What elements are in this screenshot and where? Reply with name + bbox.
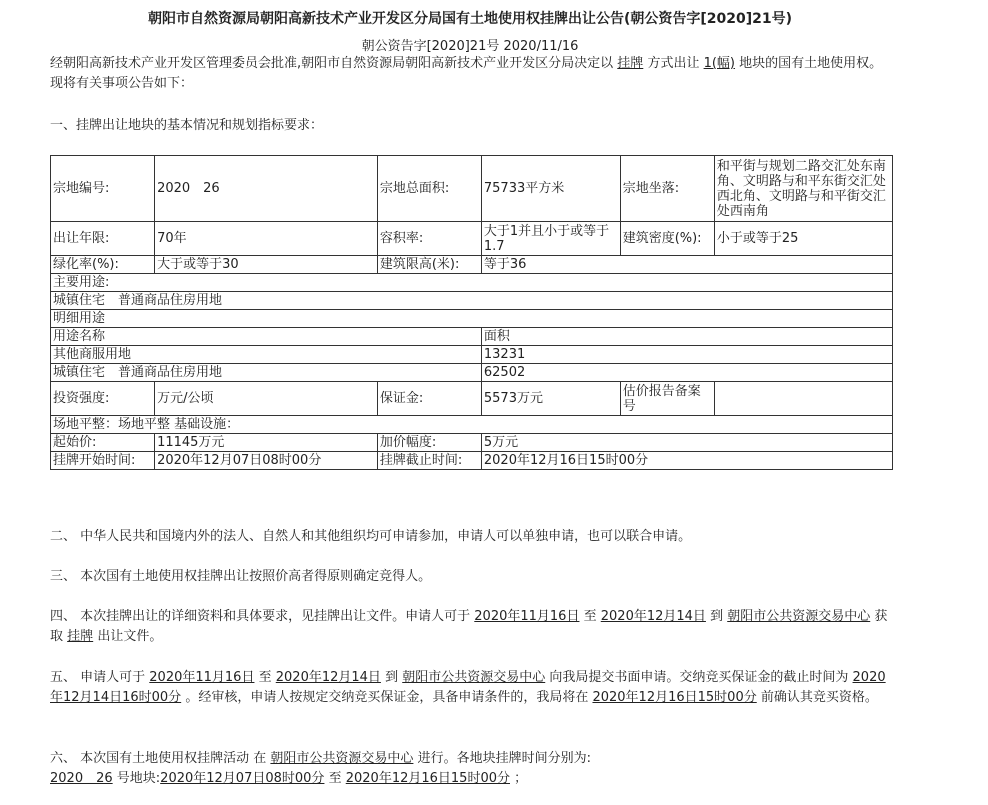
table-row (51, 434, 893, 452)
section-6 (50, 749, 890, 789)
table-row (51, 382, 893, 416)
value-term: 70年 (155, 222, 378, 256)
site-leveling: 场地平整：场地平整 基础设施： (51, 416, 893, 434)
table-row (51, 346, 893, 364)
table-row (51, 256, 893, 274)
header-use-name: 用途名称 (51, 328, 482, 346)
section-6-text: 进行。各地块挂牌时间分别为: (417, 751, 591, 766)
section-3: 三、 本次国有土地使用权挂牌出让按照价高者得原则确定竞得人。 (50, 569, 432, 584)
label-increment: 加价幅度: (377, 434, 481, 452)
intro-text-1: 经朝阳高新技术产业开发区管理委员会批准,朝阳市自然资源局朝阳高新技术产业开发区分局决定以 (50, 56, 614, 71)
label-building-density: 建筑密度(%): (620, 222, 714, 256)
table-row (51, 274, 893, 292)
section-6-text: 号地块: (116, 771, 161, 786)
value-listing-start: 2020年12月07日08时00分 (155, 452, 378, 470)
value-plot-ratio: 大于1并且小于或等于1.7 (481, 222, 620, 256)
section-5-confirm-time[interactable]: 2020年12月16日15时00分 (592, 690, 757, 705)
section-4-start-date[interactable]: 2020年11月16日 (474, 609, 580, 624)
label-detail-use: 明细用途 (51, 310, 893, 328)
table-row (51, 452, 893, 470)
label-main-use: 主要用途: (51, 274, 893, 292)
table-row (51, 416, 893, 434)
section-4 (50, 607, 890, 647)
use-area: 13231 (481, 346, 892, 364)
intro-paragraph (50, 54, 890, 94)
section-5-place-link[interactable]: 朝阳市公共资源交易中心 (402, 670, 546, 685)
transfer-method-link[interactable]: 挂牌 (617, 56, 644, 71)
value-parcel-no: 2020 26 (155, 156, 378, 222)
section-4-method-link[interactable]: 挂牌 (67, 629, 94, 644)
section-5-deposit-deadline[interactable]: 2020年12月14日16时00分 (50, 670, 886, 705)
table-row (51, 292, 893, 310)
parcel-count-link[interactable]: 1(幅) (703, 56, 736, 71)
label-parcel-no: 宗地编号: (51, 156, 155, 222)
table-row (51, 364, 893, 382)
page-title: 朝阳市自然资源局朝阳高新技术产业开发区分局国有土地使用权挂牌出让公告(朝公资告字[2020]21号) (147, 11, 793, 27)
table-row (51, 222, 893, 256)
value-deposit: 5573万元 (481, 382, 620, 416)
label-location: 宗地坐落: (620, 156, 714, 222)
section-5-start-date[interactable]: 2020年11月16日 (149, 670, 255, 685)
section-2: 二、 中华人民共和国境内外的法人、自然人和其他组织均可申请参加，申请人可以单独申请，也可以联合申请。 (50, 529, 692, 544)
value-appraisal-no (714, 382, 892, 416)
value-height-limit: 等于36 (481, 256, 892, 274)
section-6-place-link[interactable]: 朝阳市公共资源交易中心 (270, 751, 414, 766)
section-5 (50, 668, 890, 708)
section-4-text: 到 (710, 609, 724, 624)
section-5-text: 前确认其竞买资格。 (760, 690, 878, 705)
section-5-text: 向我局提交书面申请。交纳竞买保证金的截止时间为 (549, 670, 849, 685)
label-listing-start: 挂牌开始时间: (51, 452, 155, 470)
section-4-text: 获取 (50, 609, 888, 644)
label-green-rate: 绿化率(%): (51, 256, 155, 274)
use-name: 城镇住宅 普通商品住房用地 (51, 364, 482, 382)
table-row (51, 156, 893, 222)
value-building-density: 小于或等于25 (714, 222, 892, 256)
table-row (51, 310, 893, 328)
section-6-text: ； (514, 771, 528, 786)
label-deposit: 保证金: (377, 382, 481, 416)
intro-text-2: 方式出让 (647, 56, 700, 71)
label-investment: 投资强度: (51, 382, 155, 416)
value-listing-end: 2020年12月16日15时00分 (481, 452, 892, 470)
label-height-limit: 建筑限高(米): (377, 256, 481, 274)
section-4-text: 出让文件。 (97, 629, 163, 644)
parcel-info-table (50, 155, 893, 470)
section-6-start-time[interactable]: 2020年12月07日08时00分 (160, 771, 325, 786)
value-green-rate: 大于或等于30 (155, 256, 378, 274)
section-6-text: 至 (328, 771, 342, 786)
document-number-date: 朝公资告字[2020]21号 2020/11/16 (361, 39, 579, 54)
value-investment: 万元/公顷 (155, 382, 378, 416)
use-name: 其他商服用地 (51, 346, 482, 364)
section-5-text: 。经审核，申请人按规定交纳竞买保证金，具备申请条件的，我局将在 (185, 690, 589, 705)
intro-text-3: 地块的国有土地使用权。现将有关事项公告如下： (50, 56, 883, 91)
section-4-text: 至 (583, 609, 597, 624)
section-6-text: 六、 本次国有土地使用权挂牌活动 在 (50, 751, 267, 766)
section-1-heading: 一、挂牌出让地块的基本情况和规划指标要求： (50, 118, 324, 133)
header-use-area: 面积 (481, 328, 892, 346)
label-listing-end: 挂牌截止时间: (377, 452, 481, 470)
label-appraisal-no: 估价报告备案号 (620, 382, 714, 416)
table-row (51, 328, 893, 346)
use-area: 62502 (481, 364, 892, 382)
section-5-end-date[interactable]: 2020年12月14日 (275, 670, 381, 685)
section-4-text: 四、 本次挂牌出让的详细资料和具体要求，见挂牌出让文件。申请人可于 (50, 609, 471, 624)
value-total-area: 75733平方米 (481, 156, 620, 222)
label-term: 出让年限: (51, 222, 155, 256)
label-plot-ratio: 容积率: (377, 222, 481, 256)
value-increment: 5万元 (481, 434, 892, 452)
label-start-price: 起始价: (51, 434, 155, 452)
section-6-end-time[interactable]: 2020年12月16日15时00分 (345, 771, 510, 786)
section-4-end-date[interactable]: 2020年12月14日 (600, 609, 706, 624)
section-6-parcel-no[interactable]: 2020 26 (50, 771, 113, 786)
section-4-place-link[interactable]: 朝阳市公共资源交易中心 (727, 609, 871, 624)
section-5-text: 到 (385, 670, 399, 685)
label-total-area: 宗地总面积: (377, 156, 481, 222)
value-start-price: 11145万元 (155, 434, 378, 452)
section-5-text: 至 (258, 670, 272, 685)
value-location: 和平街与规划二路交汇处东南角、文明路与和平东街交汇处西北角、文明路与和平街交汇处西南角 (714, 156, 892, 222)
value-main-use: 城镇住宅 普通商品住房用地 (51, 292, 893, 310)
section-5-text: 五、 申请人可于 (50, 670, 146, 685)
